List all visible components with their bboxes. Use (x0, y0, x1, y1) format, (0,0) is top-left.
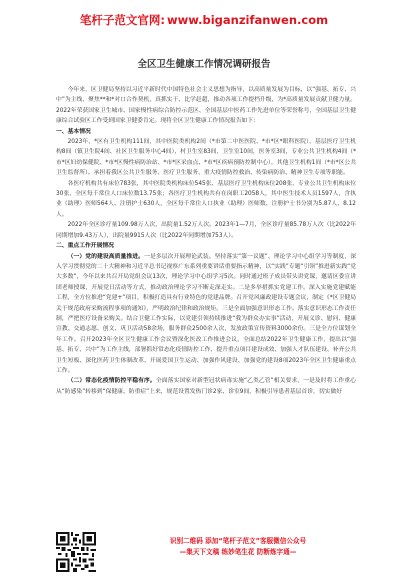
footer-text (108, 536, 368, 558)
section-paragraph: 2022年全区诊疗量109.98万人次，出院量1.52万人次。2023年1—7月，全区诊疗量85.78万人次（比2022年同期增加9.43万人），出院量9915人次（比2022年同期增加753人）。 (56, 222, 356, 239)
subsection-heading: （二）常态化疫情防控平稳有序。 (67, 378, 156, 385)
section-paragraph: 各医疗机构共有床位783张，其中医院类机构床位545张、基层医疗卫生机构床位208张，专业公共卫生机构床位30张，全区每千常住人口床位数13.75张；各医疗卫生机构共有在岗职工2058人，其中医生技术人员1597人，含执业（助理）医师564人、注册护士630人，全区每千常住人口执业（助理）医师数、注册护士书分别为5.87人、8.12人。 (56, 180, 356, 218)
banner-site-label: 笔杆子范文官网: (79, 13, 165, 27)
section-heading: 一、基本情况 (56, 128, 91, 135)
subsection-heading: （一）党的建设高质量推进。 (67, 253, 145, 260)
section-heading: 二、重点工作开展情况 (56, 243, 114, 250)
page-title: 全区卫生健康工作情况调研报告 (137, 59, 271, 70)
subsection-text: 全面落实国家对新型冠状病毒实施“乙类乙管”相关要求，一是及时将工作重心从“防感染”转移到“保健康、防重症”上来，规范设置发热门诊2家、诊室9间，积极引导患者基层首诊，切实做好 (56, 378, 356, 395)
banner-url[interactable]: www.biganzifanwen.com (166, 13, 329, 27)
subsection-text: 一是多层次开展理论武装。坚持落实“第一议题”、理论学习中心组学习等制度，深入学习贯彻党的二十大精神和习近平总书记视察广东系列重要讲话重要指示精神，以“实践”专题“引领”推进新实践“党大多数”，今年以来共召开局党组会议13次，理论学习中心组学习5次。同时通过班子成员带头讲党课，邀请区委宣讲团老师授课，开展党日活动等方式，推动政治理论学习不断走深走实。二是多举措抓实党建工作。深入实施党建赋能工程，全方位推进“党建+”项目，积极打造具有行业特色的党建品牌。召开党风廉政建设专题会议，制定《*区卫健局关于规范政府采购流程事项的通知》，严明政治纪律和政治规矩。三是全面加强意识形态工作。落实意识形态工作责任制，严把医疗设备采购关。结合卫健工作实际，以党建引领持续推进“我为群众办实事”活动，开展义诊、慰问、健康宣教、交通志愿、创文、巩卫活动58余场，服务群众2500余人次，发放政策宣传资料3000余份。三是全方位谋划全年工作。召开2023年全区卫生健康工作会议暨深化医改工作推进会议，全面总结2022年卫生健康工作，提出以“强基、拓专、兴中”为工作主线，部署抓好常态化疫情防控工作、提升重点项目建设成效、加强人才队伍建设、补齐公共卫生短板、深化医药卫生体制改革、开展爱国卫生运动、加强作风建设、加强党的建设8项2023年全区卫生健康重点工作。 (56, 253, 356, 374)
footer-line-1: 识别二维码 添加“笔杆子范文”客服微信公众号 (169, 537, 307, 545)
subsection-paragraph (56, 376, 356, 397)
qr-code-icon[interactable] (56, 532, 96, 572)
footer-line-2: —集天下文稿 练妙笔生花 防断炼字通— (179, 548, 297, 556)
intro-paragraph: 今年来，区卫健局坚持以习近平新时代中国特色社会主义思想为指导，以高质量发展为目标，以“强基、拓专、兴中”为主线，聚焦**和*对口合作契机，真抓实干、比学赶超，推动各项工作提档升级，为*高质量发展贡献卫健力量。2022年荣获国家卫生城市、国家慢性病综合防控示范区、全国基层中医药工作先进单位等荣誉称号，全国基层卫生健康综合试验区工作受到国家卫健委肯定。现将全区卫生健康工作情况报告如下： (56, 87, 356, 125)
site-banner (0, 0, 408, 40)
subsection-paragraph (56, 252, 356, 377)
footer (0, 528, 408, 580)
document-body (56, 85, 356, 397)
section-paragraph: 2023年，*区有卫生机构111间，其中医院类机构2间（*市第二中医医院、*市*区*眼科医院），基层医疗卫生机构8间（镇卫生院4间、社区卫生服务中心4间），村卫生室83间，卫生室10间，医务室3间，专业公共卫生机构4间（*市*区妇幼保健院、*市*区慢性病防治站、*市*区采血点、*市*区疾病预防控制中心），其他卫生机构1间（*市*区公共卫生监督所）。承担着我区公共卫生服务、医疗卫生服务、重大疫情防控救治、传染病防治、精神卫生专项等职能。 (56, 139, 356, 177)
